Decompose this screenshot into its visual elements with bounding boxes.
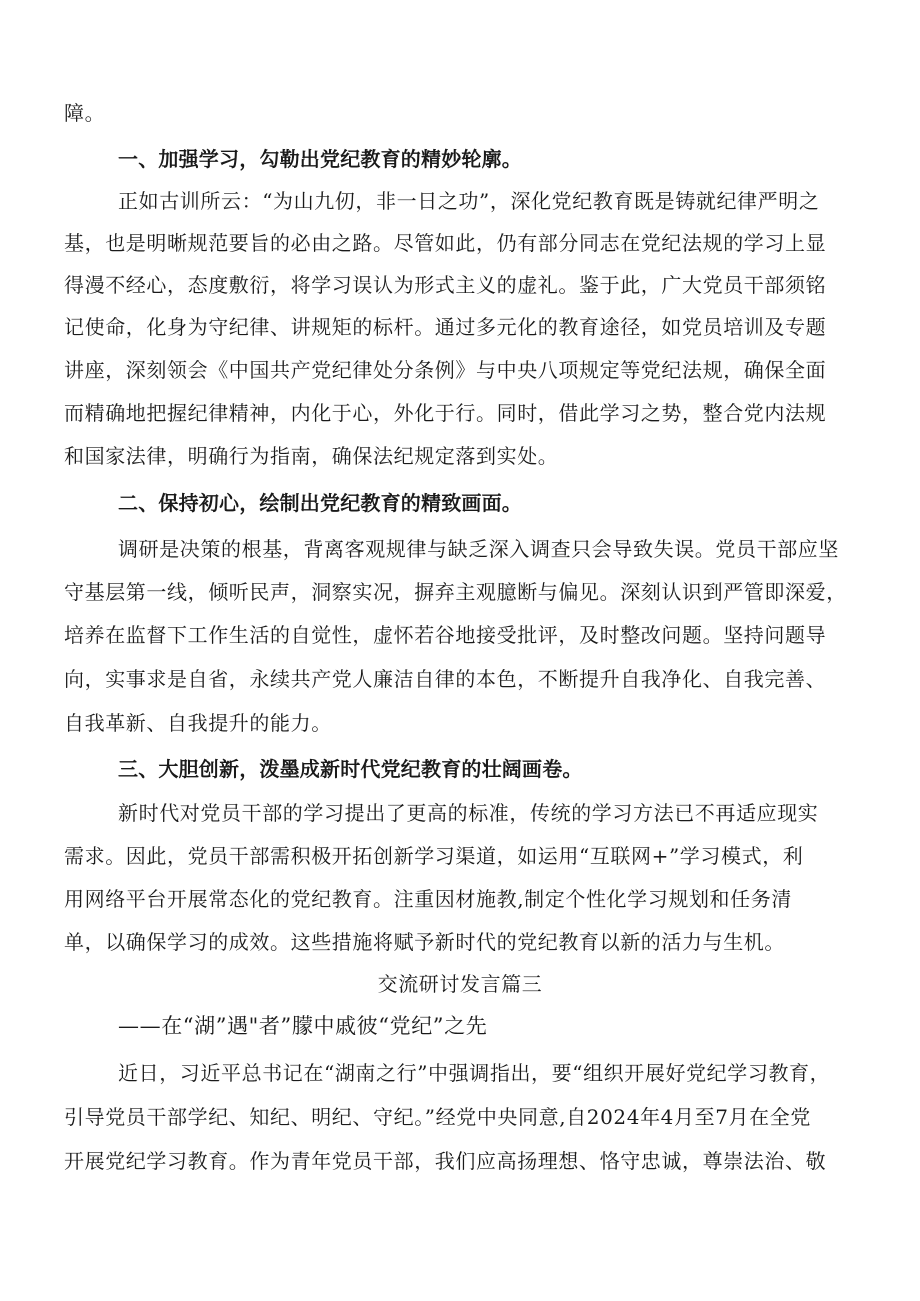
paragraph-line: 向，实事求是自省，永续共产党人廉洁自律的本色，不断提升自我净化、自我完善、 xyxy=(64,667,827,691)
article-title: 交流研讨发言篇三 xyxy=(377,972,543,996)
paragraph-line: 单，以确保学习的成效。这些措施将赋予新时代的党纪教育以新的活力与生机。 xyxy=(64,930,785,954)
paragraph-line: 引导党员干部学纪、知纪、明纪、守纪。”经党中央同意,自2024年4月至7月在全党 xyxy=(64,1105,811,1129)
paragraph-line: 记使命，化身为守纪律、讲规矩的标杆。通过多元化的教育途径，如党员培训及专题 xyxy=(64,315,827,339)
paragraph-line: 近日，习近平总书记在“湖南之行”中强调指出，要“组织开展好党纪学习教育， xyxy=(118,1061,831,1085)
section-heading-3: 三、大胆创新，泼墨成新时代党纪教育的壮阔画卷。 xyxy=(118,757,583,781)
paragraph-line: 而精确地把握纪律精神，内化于心，外化于行。同时，借此学习之势，整合党内法规 xyxy=(64,401,827,425)
paragraph-line: 障。 xyxy=(64,101,106,125)
paragraph-line: 守基层第一线，倾听民声，洞察实况，摒弃主观臆断与偏见。深刻认识到严管即深爱， xyxy=(64,580,847,604)
paragraph-line: 培养在监督下工作生活的自觉性，虚怀若谷地接受批评，及时整改问题。坚持问题导 xyxy=(64,623,827,647)
paragraph-line: 自我革新、自我提升的能力。 xyxy=(64,711,332,735)
paragraph-line: 讲座，深刻领会《中国共产党纪律处分条例》与中央八项规定等党纪法规，确保全面 xyxy=(64,358,827,382)
section-heading-1: 一、加强学习，勾勒出党纪教育的精妙轮廓。 xyxy=(118,147,522,171)
section-heading-2: 二、保持初心，绘制出党纪教育的精致画面。 xyxy=(118,491,522,515)
paragraph-line: 正如古训所云：“为山九仞，非一日之功”，深化党纪教育既是铸就纪律严明之 xyxy=(118,189,820,213)
paragraph-line: 基，也是明晰规范要旨的必由之路。尽管如此，仍有部分同志在党纪法规的学习上显 xyxy=(64,231,827,255)
paragraph-line: 用网络平台开展常态化的党纪教育。注重因材施教,制定个性化学习规划和任务清 xyxy=(64,887,792,911)
paragraph-line: 开展党纪学习教育。作为青年党员干部，我们应高扬理想、恪守忠诚，尊崇法治、敬 xyxy=(64,1149,827,1173)
paragraph-line: 调研是决策的根基，背离客观规律与缺乏深入调查只会导致失误。党员干部应坚 xyxy=(118,537,839,561)
paragraph-line: 新时代对党员干部的学习提出了更高的标准，传统的学习方法已不再适应现实 xyxy=(118,801,819,825)
paragraph-line: 需求。因此，党员干部需积极开拓创新学习渠道，如运用“互联网+”学习模式，利 xyxy=(64,844,804,868)
paragraph-line: 得漫不经心，态度敷衍，将学习误认为形式主义的虚礼。鉴于此，广大党员干部须铭 xyxy=(64,273,827,297)
article-subtitle: ——在“湖”遇"者”朦中戚彼“党纪”之先 xyxy=(118,1014,488,1038)
paragraph-line: 和国家法律，明确行为指南，确保法纪规定落到实处。 xyxy=(64,444,559,468)
